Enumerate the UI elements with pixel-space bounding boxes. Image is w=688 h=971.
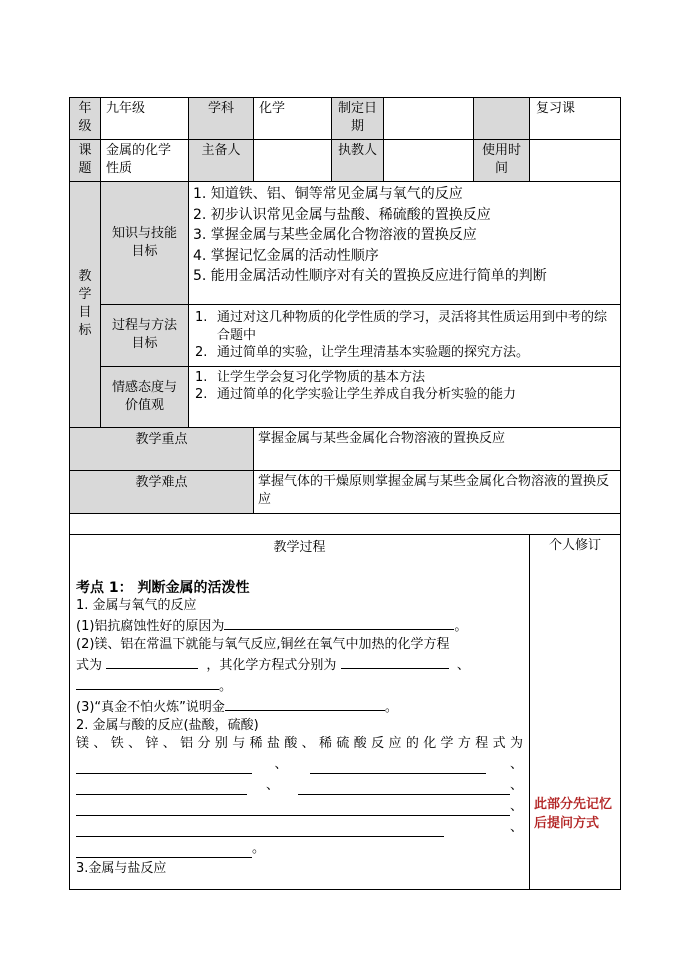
s1-q1: (1)铝抗腐蚀性好的原因为 。 xyxy=(76,615,523,636)
s2-answer-line: 、 xyxy=(76,795,523,816)
revision-note: 此部分先记忆后提问方式 xyxy=(534,796,613,831)
s2-answer-line: 、 、 xyxy=(76,753,523,774)
subject-value: 化学 xyxy=(254,98,332,140)
revision-header: 个人修订 xyxy=(548,537,601,553)
revision-column xyxy=(530,534,621,889)
s1-q2-line1: (2)镁、铝在常温下就能与氧气反应,铜丝在氧气中加热的化学方程 xyxy=(76,636,450,652)
use-time-value xyxy=(530,140,621,182)
topic-value: 金属的化学性质 xyxy=(101,140,189,182)
attitude-item: 1. 让学生学会复习化学物质的基本方法 xyxy=(195,369,426,385)
knowledge-item: 1. 知道铁、铝、铜等常见金属与氧气的反应 xyxy=(193,186,463,202)
teacher-label: 执教人 xyxy=(332,140,384,182)
s1-q2-line3: 。 xyxy=(76,675,523,696)
knowledge-label: 知识与技能目标 xyxy=(101,182,189,305)
topic-title: 考点 1： 判断金属的活泼性 xyxy=(76,579,250,596)
process-method-item: 2. 通过简单的实验，让学生理清基本实验题的探究方法。 xyxy=(195,345,530,360)
date-label: 制定日期 xyxy=(332,98,384,140)
answer-blank[interactable] xyxy=(76,822,444,837)
answer-blank[interactable] xyxy=(76,780,247,795)
attitude-item: 2. 通过简单的化学实验让学生养成自我分析实验的能力 xyxy=(195,387,517,402)
grade-label: 年级 xyxy=(70,98,101,140)
knowledge-item: 2. 初步认识常见金属与盐酸、稀硫酸的置换反应 xyxy=(193,206,491,223)
knowledge-item: 3. 掌握金属与某些金属化合物溶液的置换反应 xyxy=(193,227,477,243)
answer-blank[interactable] xyxy=(76,675,219,690)
subject-label: 学科 xyxy=(189,98,254,140)
process-method-content xyxy=(189,305,621,367)
lesson-plan xyxy=(69,97,620,890)
knowledge-item: 4. 掌握记忆金属的活动性顺序 xyxy=(193,247,379,264)
s2-title: 2. 金属与酸的反应(盐酸，硫酸) xyxy=(76,717,259,733)
key-point-text: 掌握金属与某些金属化合物溶液的置换反应 xyxy=(254,427,621,470)
s1-q2-line2: 式为 ，其化学方程式分别为 、 xyxy=(76,654,523,675)
topic-label: 课题 xyxy=(70,140,101,182)
process-method-item: 1. 通过对这几种物质的化学性质的学习，灵活将其性质运用到中考的综合题中 xyxy=(195,310,608,343)
teacher-value xyxy=(384,140,474,182)
preparer-value xyxy=(254,140,332,182)
answer-blank[interactable] xyxy=(76,801,510,816)
answer-blank[interactable] xyxy=(106,654,198,669)
attitude-label: 情感态度与价值观 xyxy=(101,366,189,427)
use-time-label: 使用时间 xyxy=(474,140,530,182)
process-header: 教学过程 xyxy=(273,539,326,555)
answer-blank[interactable] xyxy=(341,654,449,669)
empty-cell xyxy=(474,98,530,140)
date-value xyxy=(384,98,474,140)
answer-blank[interactable] xyxy=(298,780,510,795)
grade-value: 九年级 xyxy=(101,98,189,140)
preparer-label: 主备人 xyxy=(189,140,254,182)
spacer-row xyxy=(70,513,621,534)
attitude-content xyxy=(189,366,621,427)
knowledge-item: 5. 能用金属活动性顺序对有关的置换反应进行简单的判断 xyxy=(193,268,547,284)
knowledge-content xyxy=(189,182,621,305)
s3-title: 3.金属与盐反应 xyxy=(76,860,167,876)
objectives-label: 教学目标 xyxy=(70,182,101,428)
answer-blank[interactable] xyxy=(310,759,486,774)
difficulty-text: 掌握气体的干燥原则掌握金属与某些金属化合物溶液的置换反应 xyxy=(254,470,621,513)
lesson-type: 复习课 xyxy=(530,98,621,140)
s2-answer-line: 、 、 xyxy=(76,774,523,795)
s2-text: 镁、铁、锌、铝分别与稀盐酸、稀硫酸反应的化学方程式为 xyxy=(76,735,523,751)
teaching-process xyxy=(70,534,530,889)
s1-title: 1. 金属与氧气的反应 xyxy=(76,597,197,613)
answer-blank[interactable] xyxy=(225,696,385,711)
s2-answer-line: 、 xyxy=(76,816,523,837)
s1-q3: (3)“真金不怕火炼”说明金 。 xyxy=(76,696,523,717)
difficulty-label: 教学难点 xyxy=(70,470,254,513)
answer-blank[interactable] xyxy=(224,615,454,630)
s2-answer-line: 。 xyxy=(76,837,523,858)
answer-blank[interactable] xyxy=(76,843,252,858)
lesson-plan-table xyxy=(69,97,621,890)
process-method-label: 过程与方法目标 xyxy=(101,305,189,367)
answer-blank[interactable] xyxy=(76,759,252,774)
key-point-label: 教学重点 xyxy=(70,427,254,470)
